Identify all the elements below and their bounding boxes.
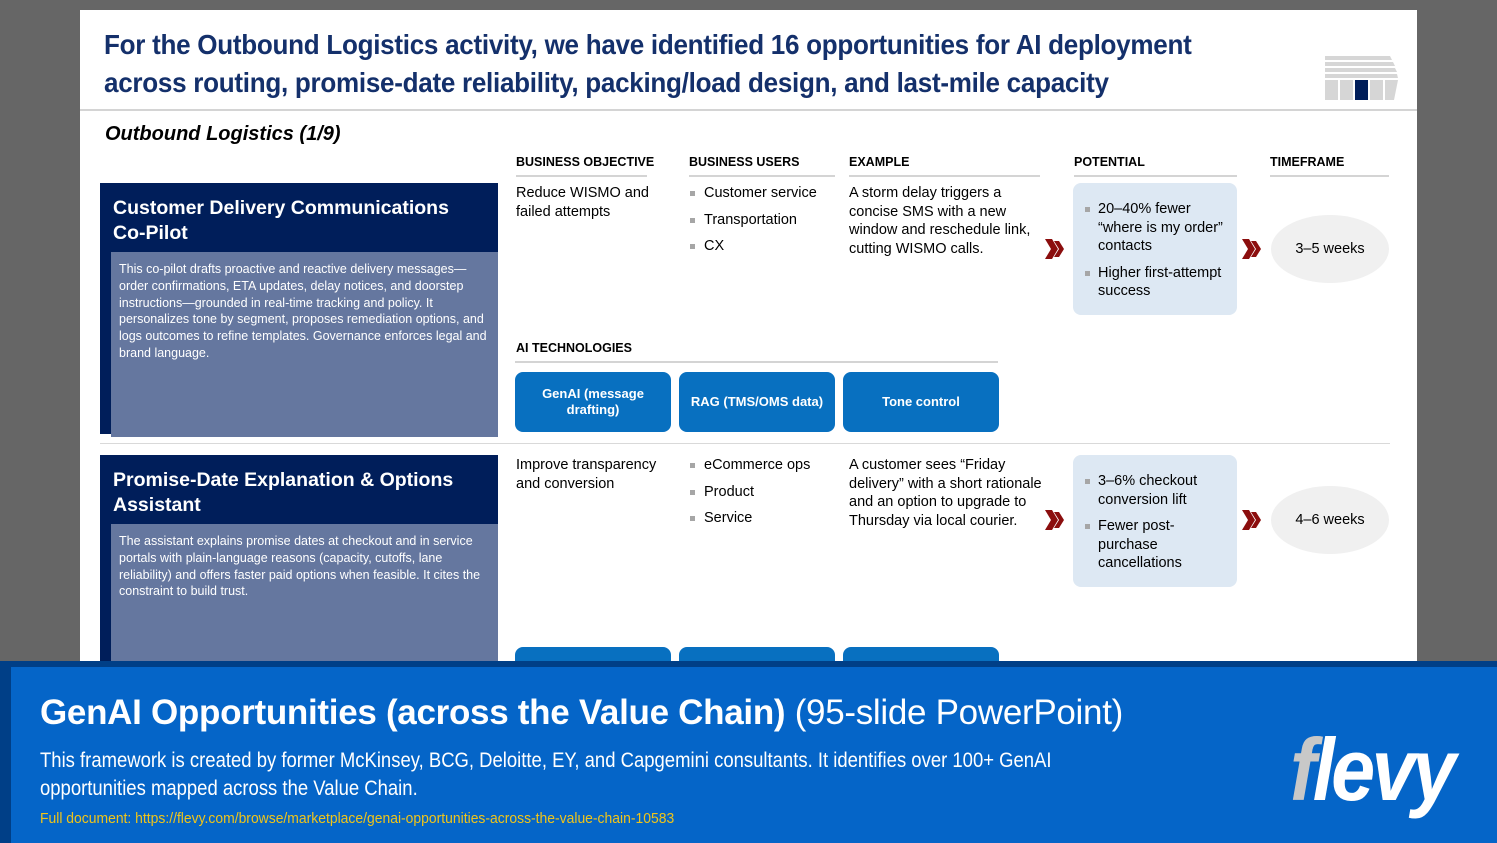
business-user-item: Product <box>689 483 839 502</box>
column-header-business-objective: BUSINESS OBJECTIVE <box>516 155 647 177</box>
double-chevron-right-icon <box>1045 239 1067 259</box>
ai-tech-chip: RAG (TMS/OMS data) <box>679 372 835 432</box>
business-users-list <box>689 456 839 536</box>
business-objective: Reduce WISMO and failed attempts <box>516 185 649 220</box>
opportunity-title: Promise-Date Explanation & Options Assistant <box>113 469 454 516</box>
potential-item: Higher first-attempt success <box>1084 264 1224 301</box>
opportunity-description: This co-pilot drafts proactive and reactive delivery messages—order confirmations, ETA updates, delay notices, and doorstep instructions—grounded in real-time tracking and policy. It personalizes tone by segment, proposes remediation options, and logs outcomes to refine templates. Governance enforces legal and brand language. <box>111 252 498 437</box>
banner-title-bold: GenAI Opportunities (across the Value Chain) <box>40 693 786 732</box>
row-divider <box>100 443 1390 444</box>
ai-technologies-divider <box>515 361 998 363</box>
business-user-item: Service <box>689 509 839 528</box>
opportunity-card <box>100 455 498 695</box>
full-document-link[interactable]: Full document: https://flevy.com/browse/marketplace/genai-opportunities-across-the-value-chain-10583 <box>40 811 675 827</box>
double-chevron-right-icon <box>1242 510 1264 530</box>
opportunity-card <box>100 183 498 434</box>
banner-title-subtitle: (95-slide PowerPoint) <box>785 693 1123 732</box>
banner-title <box>40 693 1123 733</box>
promo-banner-body <box>11 667 1497 843</box>
column-header-example: EXAMPLE <box>849 155 1040 177</box>
double-chevron-right-icon <box>1045 510 1067 530</box>
promo-banner <box>0 661 1497 843</box>
example-text: A storm delay triggers a concise SMS with a new window and reschedule link, cutting WISMO calls. <box>849 185 1031 257</box>
business-users-list <box>689 184 839 264</box>
ai-tech-chip: Tone control <box>843 372 999 432</box>
ai-tech-chip: GenAI (message drafting) <box>515 372 671 432</box>
column-header-business-users: BUSINESS USERS <box>689 155 835 177</box>
business-objective: Improve transparency and conversion <box>516 457 657 492</box>
banner-description: This framework is created by former McKinsey, BCG, Deloitte, EY, and Capgemini consultants. It identifies over 100+ GenAI opportunities mapped across the Value Chain. <box>40 749 1052 800</box>
potential-item: 20–40% fewer “where is my order” contacts <box>1084 200 1224 256</box>
potential-item: Fewer post-purchase cancellations <box>1084 517 1224 573</box>
column-header-timeframe: TIMEFRAME <box>1270 155 1389 177</box>
slide-title-line-1: For the Outbound Logistics activity, we have identified 16 opportunities for AI deployment <box>104 29 1192 60</box>
double-chevron-right-icon <box>1242 239 1264 259</box>
potential-box <box>1073 455 1237 587</box>
value-chain-icon <box>1324 55 1398 101</box>
business-user-item: CX <box>689 237 839 256</box>
opportunity-description: The assistant explains promise dates at checkout and in service portals with plain-language reasons (capacity, cutoffs, lane reliability) and offers faster paid options when feasible. It cites the constraint to build trust. <box>111 524 498 709</box>
potential-box <box>1073 183 1237 315</box>
slide-title <box>104 26 1220 102</box>
potential-item: 3–6% checkout conversion lift <box>1084 472 1224 509</box>
section-title: Outbound Logistics (1/9) <box>105 123 341 145</box>
timeframe-badge: 4–6 weeks <box>1271 486 1389 554</box>
column-header-potential: POTENTIAL <box>1074 155 1237 177</box>
timeframe-badge: 3–5 weeks <box>1271 215 1389 283</box>
business-user-item: Transportation <box>689 211 839 230</box>
title-divider <box>80 109 1417 111</box>
business-user-item: Customer service <box>689 184 839 203</box>
ai-technologies-header: AI TECHNOLOGIES <box>516 341 632 355</box>
flevy-logo-rest: levy <box>1312 720 1453 819</box>
opportunity-title: Customer Delivery Communications Co-Pilot <box>113 197 449 244</box>
example-text: A customer sees “Friday delivery” with a short rationale and an option to upgrade to Thursday via local courier. <box>849 457 1042 529</box>
slide-title-line-2: across routing, promise-date reliability, packing/load design, and last-mile capacity <box>104 67 1109 98</box>
flevy-logo-f: f <box>1290 720 1313 819</box>
flevy-logo[interactable] <box>1290 720 1453 819</box>
slide <box>80 10 1417 690</box>
business-user-item: eCommerce ops <box>689 456 839 475</box>
